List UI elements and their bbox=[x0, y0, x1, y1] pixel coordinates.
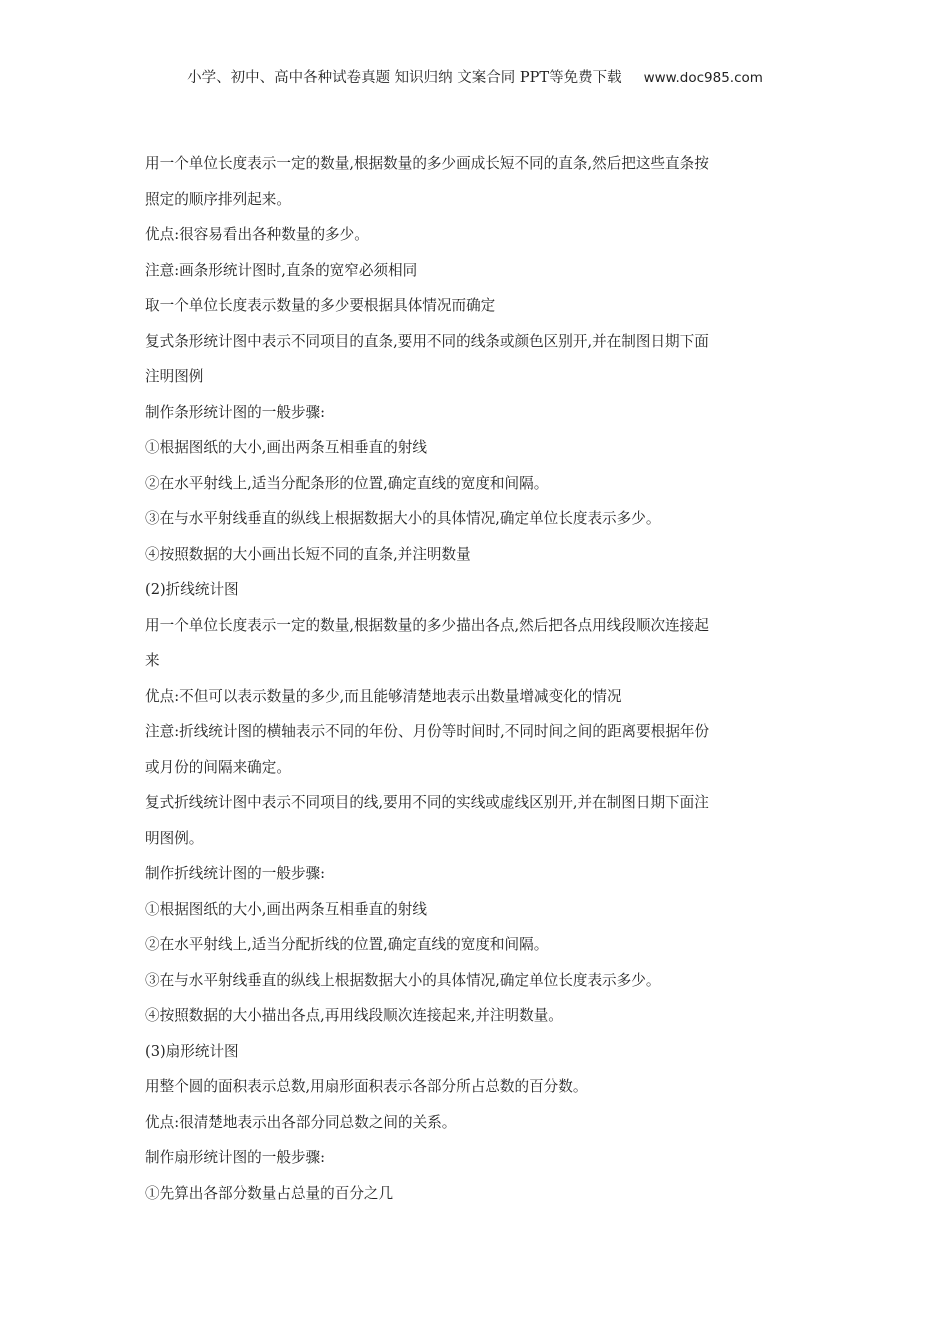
text-line: 用一个单位长度表示一定的数量,根据数量的多少描出各点,然后把各点用线段顺次连接起 bbox=[145, 616, 709, 634]
text-line: ③在与水平射线垂直的纵线上根据数据大小的具体情况,确定单位长度表示多少。 bbox=[145, 971, 661, 989]
text-line: ④按照数据的大小描出各点,再用线段顺次连接起来,并注明数量。 bbox=[145, 1007, 563, 1024]
text-line: ②在水平射线上,适当分配条形的位置,确定直线的宽度和间隔。 bbox=[145, 474, 549, 492]
text-line: 用整个圆的面积表示总数,用扇形面积表示各部分所占总数的百分数。 bbox=[145, 1078, 588, 1095]
text-line: ①根据图纸的大小,画出两条互相垂直的射线 bbox=[145, 439, 427, 456]
text-line: 优点:很容易看出各种数量的多少。 bbox=[145, 226, 369, 243]
section-heading: (3)扇形统计图 bbox=[145, 1042, 239, 1060]
text-line: 优点:很清楚地表示出各部分同总数之间的关系。 bbox=[145, 1113, 457, 1131]
text-line: 用一个单位长度表示一定的数量,根据数量的多少画成长短不同的直条,然后把这些直条按 bbox=[145, 155, 709, 172]
text-line: 制作折线统计图的一般步骤: bbox=[145, 865, 326, 882]
text-line: 复式条形统计图中表示不同项目的直条,要用不同的线条或颜色区别开,并在制图日期下面 bbox=[145, 332, 709, 350]
header-site-url: www.doc985.com bbox=[643, 70, 763, 86]
text-line: 来 bbox=[145, 652, 160, 669]
document-body bbox=[145, 150, 815, 1215]
text-line: 明图例。 bbox=[145, 829, 204, 847]
text-line: 制作扇形统计图的一般步骤: bbox=[145, 1149, 326, 1166]
text-line: ①根据图纸的大小,画出两条互相垂直的射线 bbox=[145, 900, 427, 918]
text-line: 照定的顺序排列起来。 bbox=[145, 190, 291, 208]
text-line: ①先算出各部分数量占总量的百分之几 bbox=[145, 1184, 394, 1202]
page-header bbox=[0, 66, 950, 87]
header-text: 小学、初中、高中各种试卷真题 知识归纳 文案合同 PPT等免费下载 bbox=[187, 70, 622, 86]
text-line: ④按照数据的大小画出长短不同的直条,并注明数量 bbox=[145, 545, 471, 563]
text-line: 注明图例 bbox=[145, 368, 204, 385]
text-line: ②在水平射线上,适当分配折线的位置,确定直线的宽度和间隔。 bbox=[145, 936, 549, 953]
text-line: 复式折线统计图中表示不同项目的线,要用不同的实线或虚线区别开,并在制图日期下面注 bbox=[145, 794, 709, 811]
text-line: 优点:不但可以表示数量的多少,而且能够清楚地表示出数量增减变化的情况 bbox=[145, 687, 622, 705]
text-line: ③在与水平射线垂直的纵线上根据数据大小的具体情况,确定单位长度表示多少。 bbox=[145, 510, 661, 527]
text-line: 或月份的间隔来确定。 bbox=[145, 758, 291, 776]
text-line: 取一个单位长度表示数量的多少要根据具体情况而确定 bbox=[145, 297, 496, 314]
text-line: 注意:折线统计图的横轴表示不同的年份、月份等时间时,不同时间之间的距离要根据年份 bbox=[145, 723, 710, 740]
section-heading: (2)折线统计图 bbox=[145, 581, 239, 598]
text-line: 注意:画条形统计图时,直条的宽窄必须相同 bbox=[145, 261, 418, 279]
text-line: 制作条形统计图的一般步骤: bbox=[145, 403, 326, 421]
